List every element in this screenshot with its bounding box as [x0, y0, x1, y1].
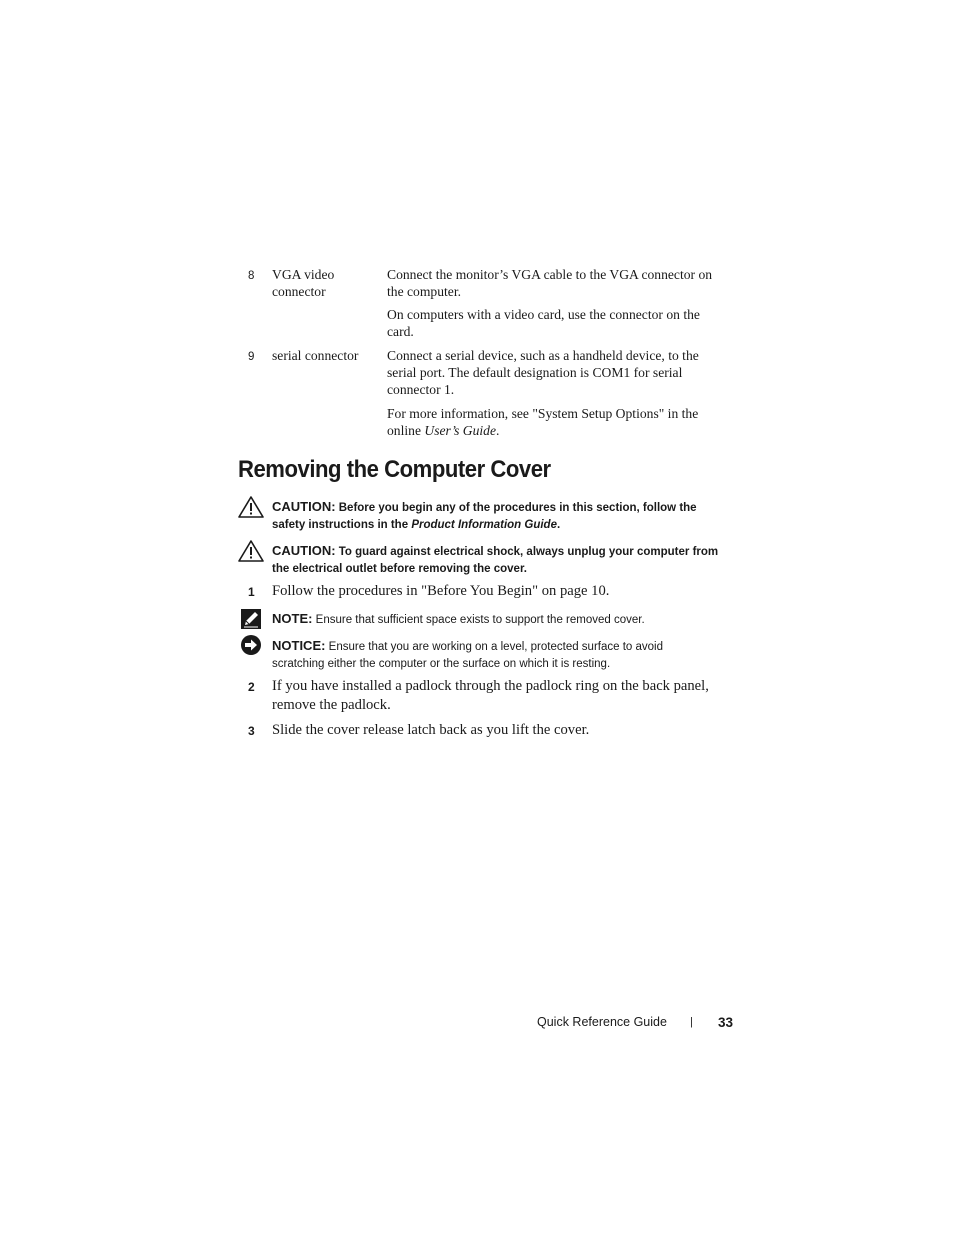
- notice-block: [238, 637, 738, 673]
- product-information-guide-title: Product Information Guide: [411, 519, 557, 531]
- description-line: Connect a serial device, such as a handheld device, to the: [387, 348, 699, 363]
- description-line: For more information, see "System Setup Options" in the: [387, 406, 699, 421]
- users-guide-title: User’s Guide: [424, 423, 497, 438]
- connector-name: [272, 266, 334, 300]
- step-number: 1: [248, 585, 255, 599]
- note-text: Ensure that sufficient space exists to support the removed cover.: [315, 614, 645, 626]
- step-text: remove the padlock.: [272, 697, 391, 713]
- connector-name-line: serial connector: [272, 348, 359, 363]
- note-block: [238, 610, 738, 629]
- note-label: NOTE:: [272, 611, 313, 626]
- connector-name-line: connector: [272, 284, 326, 299]
- description-line: On computers with a video card, use the connector on the: [387, 307, 700, 322]
- description-line: the computer.: [387, 284, 461, 299]
- caution-text: Before you begin any of the procedures in this section, follow the: [338, 502, 697, 514]
- caution-text-line: safety instructions in the Product Information Guide.: [272, 519, 561, 531]
- description-line: connector 1.: [387, 382, 455, 397]
- connector-description: [387, 306, 737, 340]
- section-title: Removing the Computer Cover: [238, 456, 551, 483]
- description-line: card.: [387, 324, 414, 339]
- caution-label: CAUTION:: [272, 543, 336, 558]
- connector-name: [272, 347, 358, 364]
- notice-label: NOTICE:: [272, 638, 326, 653]
- step-number: 2: [248, 680, 255, 694]
- step-item: [248, 721, 738, 740]
- step-number: 3: [248, 724, 255, 738]
- caution-text-line: the electrical outlet before removing the cover.: [272, 563, 527, 575]
- more-info: [387, 405, 737, 439]
- description-line: online User’s Guide.: [387, 423, 500, 438]
- step-item: [248, 677, 738, 715]
- step-text: Follow the procedures in "Before You Begin" on page 10.: [272, 583, 610, 599]
- notice-text-line: scratching either the computer or the surface on which it is resting.: [272, 658, 611, 670]
- connector-name-line: VGA video: [272, 267, 335, 282]
- caution-icon: [238, 540, 264, 562]
- step-text: Slide the cover release latch back as you lift the cover.: [272, 722, 590, 738]
- caution-icon: [238, 496, 264, 518]
- row-number: 9: [248, 351, 255, 363]
- notice-text: Ensure that you are working on a level, protected surface to avoid: [328, 641, 663, 653]
- caution-text: To guard against electrical shock, always unplug your computer from: [338, 546, 719, 558]
- connector-description: [387, 347, 737, 398]
- caution-label: CAUTION:: [272, 499, 336, 514]
- footer-separator: |: [690, 1016, 693, 1028]
- description-line: serial port. The default designation is COM1 for serial: [387, 365, 683, 380]
- notice-arrow-icon: [240, 634, 266, 656]
- step-text: If you have installed a padlock through the padlock ring on the back panel,: [272, 678, 709, 694]
- footer-guide-title: Quick Reference Guide: [537, 1015, 667, 1029]
- connector-description: [387, 266, 737, 300]
- row-number: 8: [248, 270, 255, 282]
- caution-block: [238, 542, 738, 578]
- caution-block: [238, 498, 738, 534]
- description-line: Connect the monitor’s VGA cable to the VGA connector on: [387, 267, 713, 282]
- page-number: 33: [718, 1015, 734, 1030]
- note-pencil-icon: [240, 608, 266, 630]
- step-item: [248, 582, 738, 601]
